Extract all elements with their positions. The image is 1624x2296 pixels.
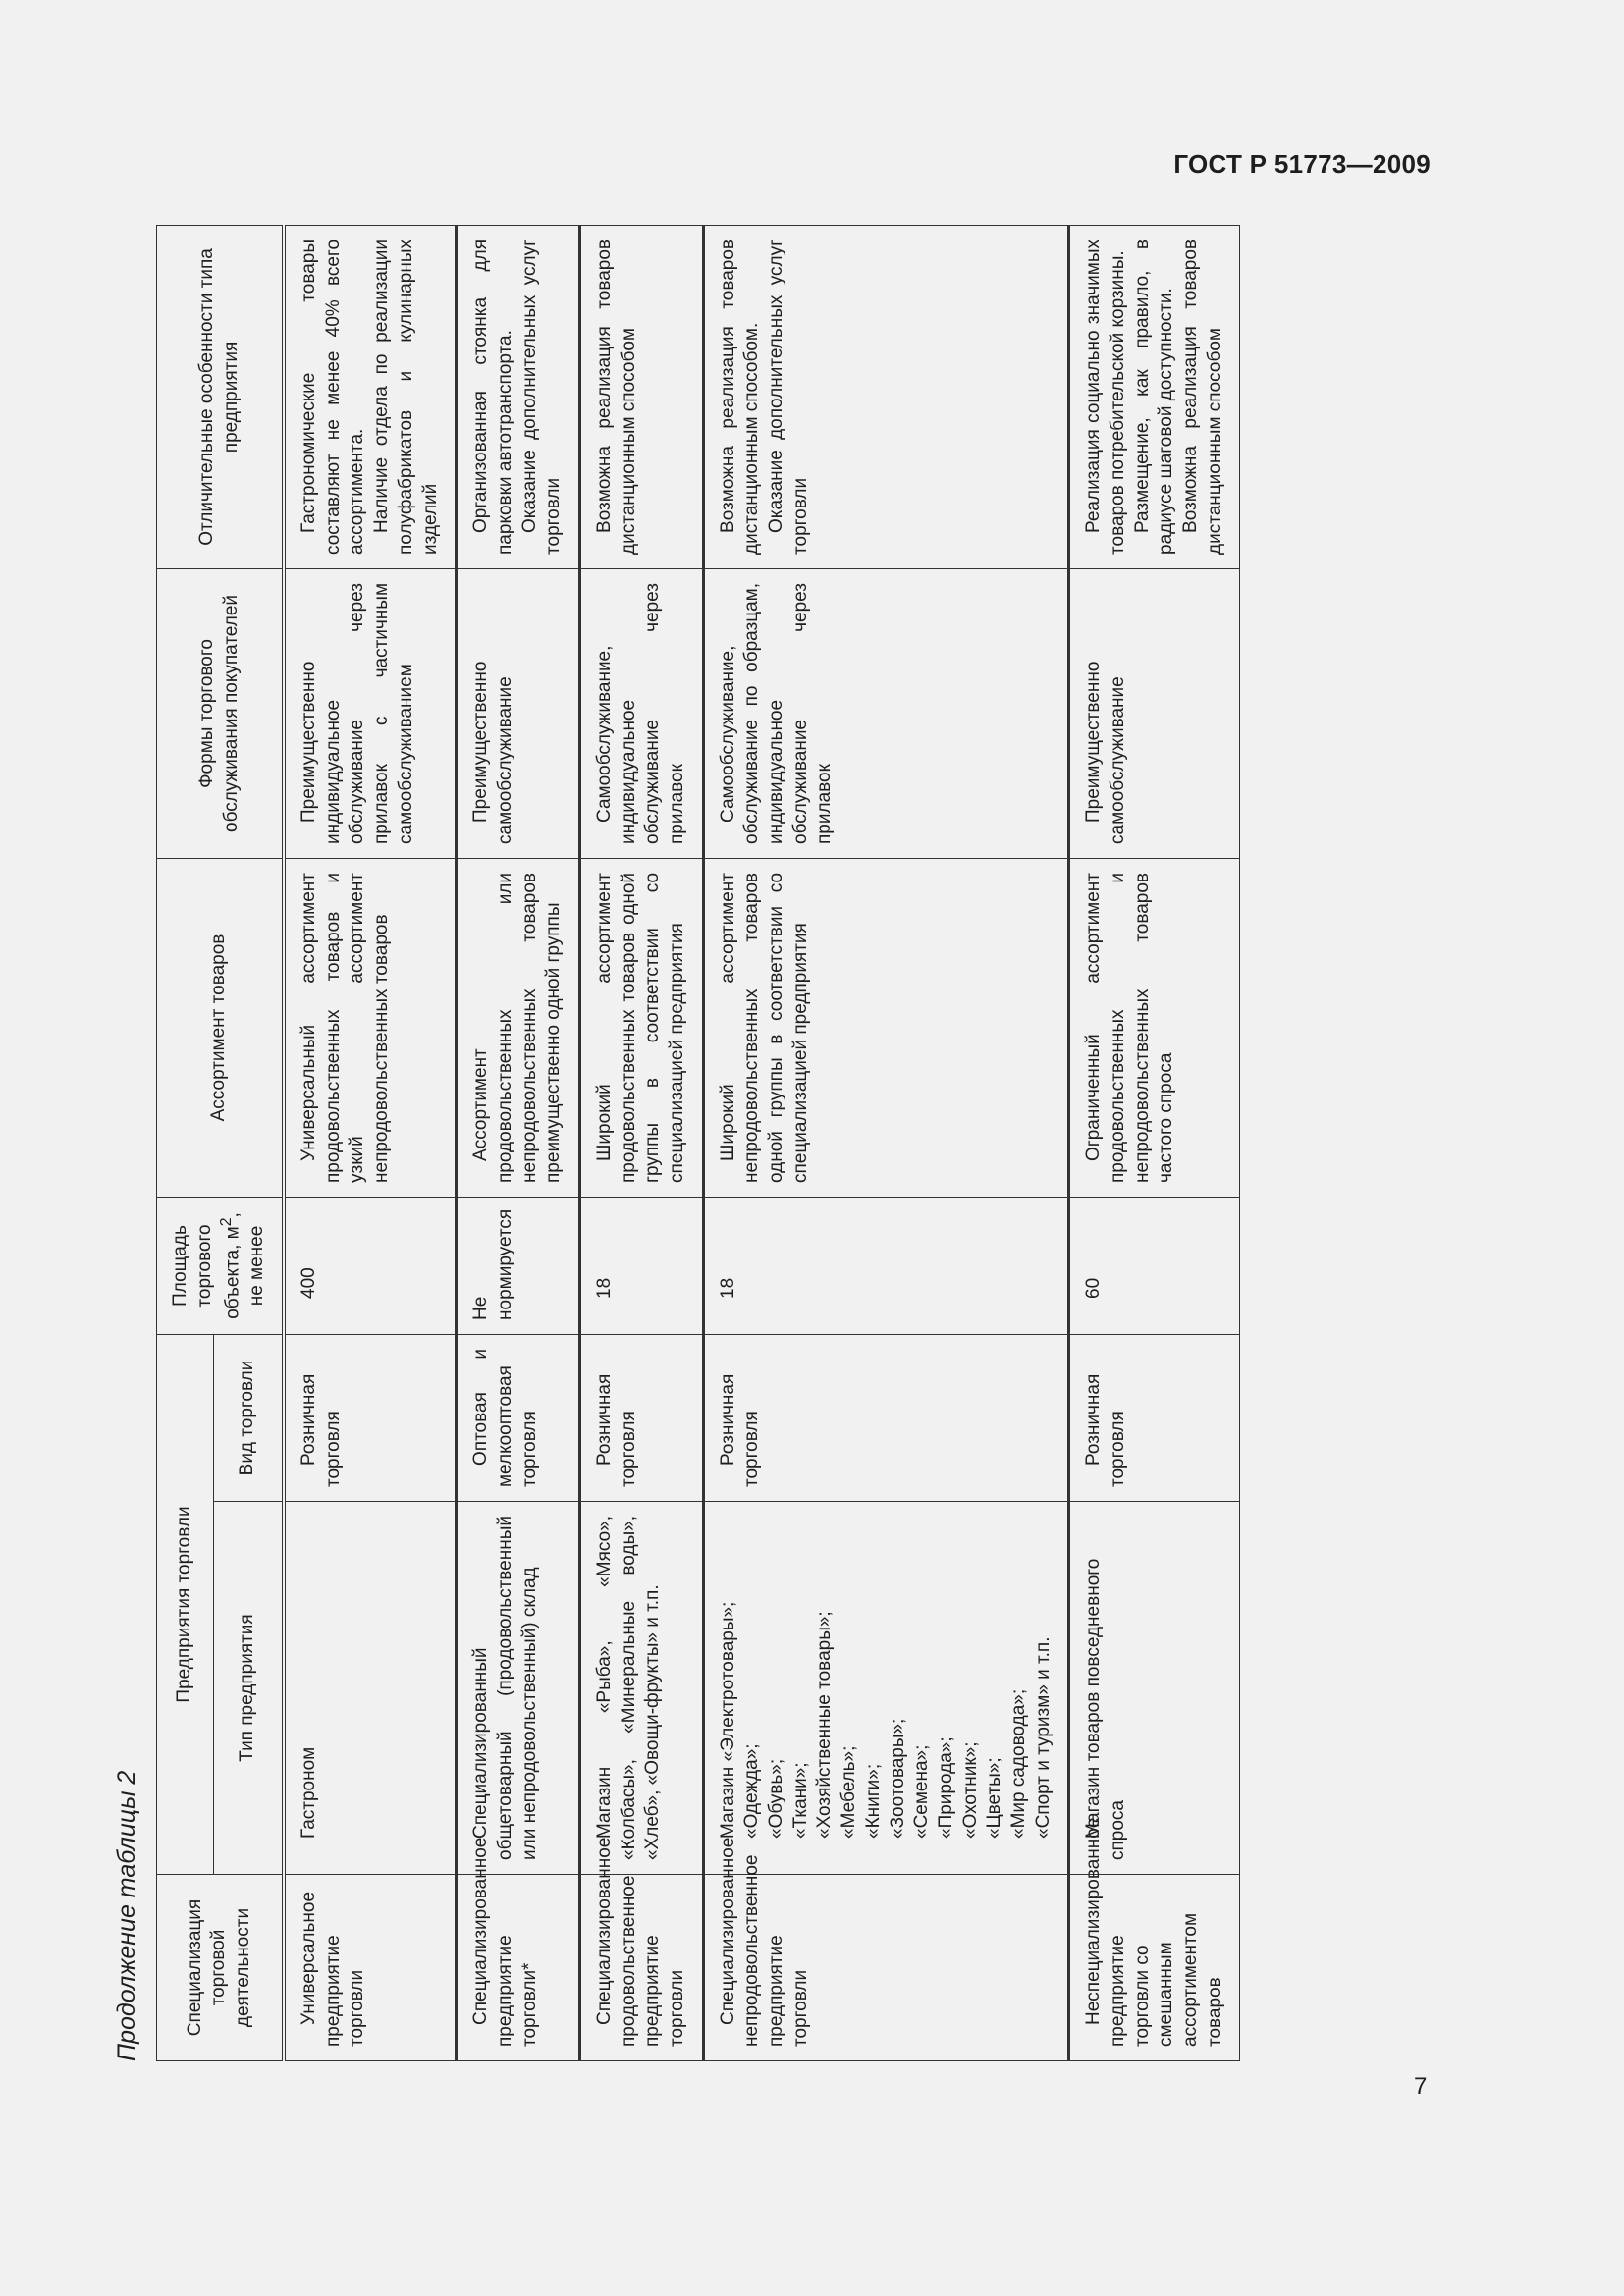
cell-enterprise-type: Специализированный общетоварный (продовольственный или непродовольственный) склад [457,1502,580,1875]
page-number: 7 [1414,2073,1428,2100]
table-row [284,225,457,2060]
feature-line: Размещение, как правило, в радиусе шаговой доступности. [1131,239,1177,555]
type-list-item: «Семена»; [911,1744,933,1839]
document-standard-header: ГОСТ Р 51773—2009 [1173,149,1431,179]
feature-line: Реализация социально значимых товаров потребительской корзины. [1083,239,1129,555]
cell-trade-kind: Розничная торговля [1069,1334,1240,1501]
table-row [703,225,1069,2060]
header-area: Площадь торгового объекта, $м^2$, не менее [157,1197,285,1334]
type-list-item: «Спорт и туризм» и т.п. [1032,1636,1054,1839]
cell-assortment: Ограниченный ассортимент продовольственных и непродовольственных товаров частого спроса [1069,858,1240,1197]
table-caption: Продолжение таблицы 2 [113,1770,140,2061]
type-list-item: «Мебель»; [839,1745,860,1839]
cell-specialization: Универсальное предприятие торговли [284,1875,457,2061]
header-assortment: Ассортимент товаров [157,858,285,1197]
cell-enterprise-type [703,1502,1069,1875]
type-list-item: «Ткани»; [789,1762,811,1839]
cell-features [284,225,457,568]
cell-specialization: Специализированное продовольственное предприятие торговли [579,1875,703,2061]
cell-area: 400 [284,1197,457,1334]
cell-service-forms: Самообслуживание, обслуживание по образцам, индивидуальное обслуживание через прилавок [703,568,1069,858]
table-row [457,225,580,2060]
type-list-item: «Зоотовары»; [887,1718,908,1839]
type-list-item: «Природа»; [935,1736,956,1839]
header-features: Отличительные особенности типа предприятия [157,225,285,568]
feature-line: Организованная стоянка для парковки автотранспорта. [470,239,515,555]
feature-line: Оказание дополнительных услуг торговли [518,239,565,555]
cell-specialization: Специализированное непродовольственное предприятие торговли [703,1875,1069,2061]
cell-area: 60 [1069,1197,1240,1334]
table-row [1069,225,1240,2060]
cell-trade-kind: Розничная торговля [703,1334,1069,1501]
type-list-item: «Мир садовода»; [1007,1688,1029,1839]
cell-service-forms: Преимущественно индивидуальное обслуживание через прилавок с частичным самообслуживанием [284,568,457,858]
type-list-item: «Одежда»; [741,1743,763,1839]
type-list-item: «Хозяйственные товары»; [814,1611,836,1839]
feature-line: Гастрономические товары составляют не менее 40% всего ассортимента. [298,239,368,555]
cell-enterprise-type: Магазин «Рыба», «Мясо», «Колбасы», «Минеральные воды», «Хлеб», «Овощи-фрукты» и т.п. [579,1502,703,1875]
cell-service-forms: Самообслуживание, индивидуальное обслуживание через прилавок [579,568,703,858]
header-service-forms: Формы торгового обслуживания покупателей [157,568,285,858]
type-intro: Магазин «Электротовары»; [717,1601,738,1839]
feature-line: Возможна реализация товаров дистанционным способом. [717,239,763,555]
feature-line: Возможна реализация товаров дистанционным способом [593,239,639,555]
cell-specialization: Неспециализированное предприятие торговли со смешанным ассортиментом товаров [1069,1875,1240,2061]
cell-enterprise-type: Гастроном [284,1502,457,1875]
cell-trade-kind: Розничная торговля [579,1334,703,1501]
type-list-item: «Охотник»; [959,1741,981,1839]
cell-trade-kind: Розничная торговля [284,1334,457,1501]
cell-assortment: Ассортимент продовольственных или непродовольственных товаров преимущественно одной группы [457,858,580,1197]
cell-service-forms: Преимущественно самообслуживание [457,568,580,858]
cell-assortment: Универсальный ассортимент продовольственных товаров и узкий ассортимент непродовольственных товаров [284,858,457,1197]
header-enterprise-type: Тип предприятия [214,1502,284,1875]
cell-area: 18 [579,1197,703,1334]
type-list-item: «Книги»; [862,1763,884,1839]
cell-enterprise-type: Магазин товаров повседневного спроса [1069,1502,1240,1875]
cell-features [703,225,1069,568]
cell-features [457,225,580,568]
header-specialization: Специализация торговой деятельности [157,1875,285,2061]
cell-features [1069,225,1240,568]
cell-trade-kind: Оптовая и мелкооптовая торговля [457,1334,580,1501]
cell-assortment: Широкий ассортимент непродовольственных товаров одной группы в соответствии со специализацией предприятия [703,858,1069,1197]
rotated-table-container [113,226,1434,2061]
enterprise-types-table [156,225,1240,2061]
cell-service-forms: Преимущественно самообслуживание [1069,568,1240,858]
table-row [579,225,703,2060]
feature-line: Наличие отдела по реализации полуфабрикатов и кулинарных изделий [371,239,441,555]
cell-features [579,225,703,568]
cell-assortment: Широкий ассортимент продовольственных товаров одной группы в соответствии со специализацией предприятия [579,858,703,1197]
type-list-item: «Цветы»; [984,1757,1005,1839]
feature-line: Оказание дополнительных услуг торговли [766,239,811,555]
cell-area: Не нормируется [457,1197,580,1334]
cell-specialization: Специализированное предприятие торговли* [457,1875,580,2061]
header-enterprises-group: Предприятия торговли [157,1334,214,1874]
header-trade-kind: Вид торговли [214,1334,284,1501]
feature-line: Возможна реализация товаров дистанционным способом [1180,239,1225,555]
type-list-item: «Обувь»; [766,1758,787,1839]
cell-area: 18 [703,1197,1069,1334]
